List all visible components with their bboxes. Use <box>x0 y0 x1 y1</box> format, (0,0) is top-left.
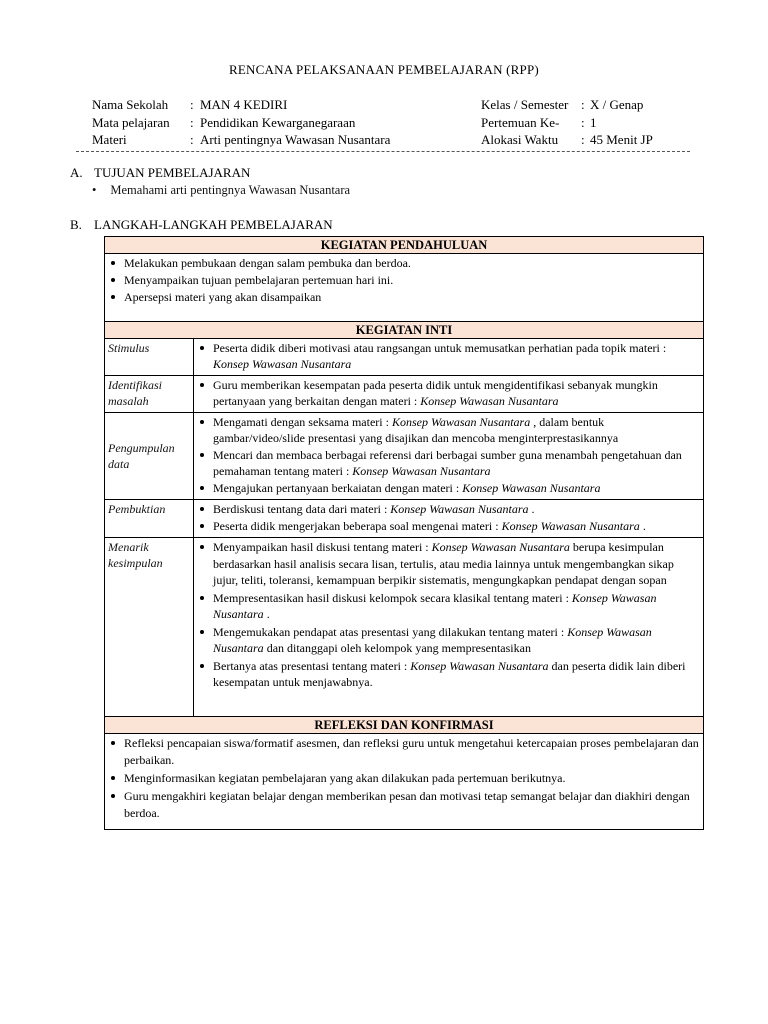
info-key: Alokasi Waktu <box>481 132 559 147</box>
school-info-right <box>481 96 653 149</box>
inti-header: KEGIATAN INTI <box>105 322 704 339</box>
refleksi-row <box>105 734 704 830</box>
pendahuluan-list <box>105 254 703 308</box>
bullet-icon: • <box>92 183 97 197</box>
list-item: Refleksi pencapaian siswa/formatif asesmen, dan refleksi guru untuk mengetahui ketercapaian proses pembelajaran dan perbaikan. <box>108 735 699 769</box>
info-row-time: Alokasi Waktu : 45 Menit JP <box>481 132 653 147</box>
info-row-meeting: Pertemuan Ke- : 1 <box>481 114 597 130</box>
objective-item: • Memahami arti pentingnya Wawasan Nusantara <box>92 183 351 197</box>
section-b-title: LANGKAH-LANGKAH PEMBELAJARAN <box>94 217 333 232</box>
refleksi-header: REFLEKSI DAN KONFIRMASI <box>105 717 704 734</box>
list-item: Menyampaikan hasil diskusi tentang materi : Konsep Wawasan Nusantara berupa kesimpulan berdasarkan hasil analisis secara lisan, tertulis, atau media lainnya untuk mengembangkan sikap jujur, teliti, toleransi, kemampuan berpikir sistematis, mengungkapkan pendapat dengan sopan <box>197 539 699 589</box>
info-row-class: Kelas / Semester : X / Genap <box>481 97 644 112</box>
phase-label: Identifikasi masalah <box>105 376 194 413</box>
pendahuluan-header: KEGIATAN PENDAHULUAN <box>105 237 704 254</box>
refleksi-list <box>105 734 703 825</box>
info-value: Pendidikan Kewarganegaraan <box>200 114 356 130</box>
info-row-school: Nama Sekolah : MAN 4 KEDIRI <box>92 97 288 112</box>
list-item: Menyampaikan tujuan pembelajaran pertemuan hari ini. <box>108 272 699 288</box>
phase-label: Stimulus <box>105 339 194 376</box>
info-key: Kelas / Semester <box>481 97 569 112</box>
list-item: Berdiskusi tentang data dari materi : Konsep Wawasan Nusantara . <box>197 501 699 517</box>
info-key: Nama Sekolah <box>92 97 169 112</box>
document-title: RENCANA PELAKSANAAN PEMBELAJARAN (RPP) <box>229 62 539 77</box>
list-item: Mempresentasikan hasil diskusi kelompok secara klasikal tentang materi : Konsep Wawasan Nusantara . <box>197 590 699 623</box>
list-item: Menginformasikan kegiatan pembelajaran yang akan dilakukan pada pertemuan berikutnya. <box>108 770 699 787</box>
section-a-heading: A. TUJUAN PEMBELAJARAN <box>70 165 251 180</box>
school-info-left <box>92 96 390 149</box>
pendahuluan-row <box>105 254 704 322</box>
list-item: Guru mengakhiri kegiatan belajar dengan memberikan pesan dan motivasi tetap semangat belajar dan diakhiri dengan berdoa. <box>108 788 699 822</box>
list-item: Mengamati dengan seksama materi : Konsep Wawasan Nusantara , dalam bentuk gambar/video/slide presentasi yang disajikan dan mencoba menginterprestasikannya <box>197 414 699 446</box>
phase-label: Pengumpulan data <box>105 413 194 500</box>
list-item: Mengemukakan pendapat atas presentasi yang dilakukan tentang materi : Konsep Wawasan Nusantara dan ditanggapi oleh kelompok yang mempresentasikan <box>197 624 699 657</box>
info-value: X / Genap <box>590 97 644 112</box>
refleksi-header-row <box>105 717 704 734</box>
pendahuluan-header-row <box>105 237 704 254</box>
learning-steps-table <box>104 236 704 830</box>
menarik-row <box>105 538 704 717</box>
list-item: Apersepsi materi yang akan disampaikan <box>108 289 699 305</box>
list-item: Melakukan pembukaan dengan salam pembuka dan berdoa. <box>108 255 699 271</box>
info-key: Pertemuan Ke- <box>481 114 560 130</box>
list-item: Mencari dan membaca berbagai referensi dari berbagai sumber guna menambah pengetahuan dan pemahaman tentang materi : Konsep Wawasan Nusantara <box>197 447 699 479</box>
info-key: Materi <box>92 132 127 147</box>
info-key: Mata pelajaran <box>92 114 170 130</box>
inti-header-row <box>105 322 704 339</box>
section-a-title: TUJUAN PEMBELAJARAN <box>94 165 251 180</box>
phase-label: Pembuktian <box>105 500 194 538</box>
info-row-material: Materi : Arti pentingnya Wawasan Nusantara <box>92 132 391 147</box>
info-value: Arti pentingnya Wawasan Nusantara <box>200 132 391 147</box>
list-item: Peserta didik diberi motivasi atau rangsangan untuk memusatkan perhatian pada topik materi : Konsep Wawasan Nusantara <box>197 340 699 372</box>
info-value: MAN 4 KEDIRI <box>200 97 288 112</box>
pembuktian-row <box>105 500 704 538</box>
info-value: 45 Menit JP <box>590 132 653 147</box>
list-item: Mengajukan pertanyaan berkaiatan dengan materi : Konsep Wawasan Nusantara <box>197 480 699 496</box>
dashed-divider <box>76 151 690 152</box>
list-item: Peserta didik mengerjakan beberapa soal mengenai materi : Konsep Wawasan Nusantara . <box>197 518 699 534</box>
list-item: Guru memberikan kesempatan pada peserta didik untuk mengidentifikasi sebanyak mungkin pertanyaan yang berkaitan dengan materi : Konsep Wawasan Nusantara <box>197 377 699 409</box>
section-b-heading: B. LANGKAH-LANGKAH PEMBELAJARAN <box>70 217 333 232</box>
identifikasi-row <box>105 376 704 413</box>
info-value: 1 <box>590 114 597 130</box>
info-row-subject: Mata pelajaran : Pendidikan Kewarganegaraan <box>92 114 356 130</box>
pengumpulan-row <box>105 413 704 500</box>
phase-label: Menarik kesimpulan <box>105 538 194 717</box>
stimulus-row <box>105 339 704 376</box>
list-item: Bertanya atas presentasi tentang materi : Konsep Wawasan Nusantara dan peserta didik lain diberi kesempatan untuk menjawabnya. <box>197 658 699 691</box>
